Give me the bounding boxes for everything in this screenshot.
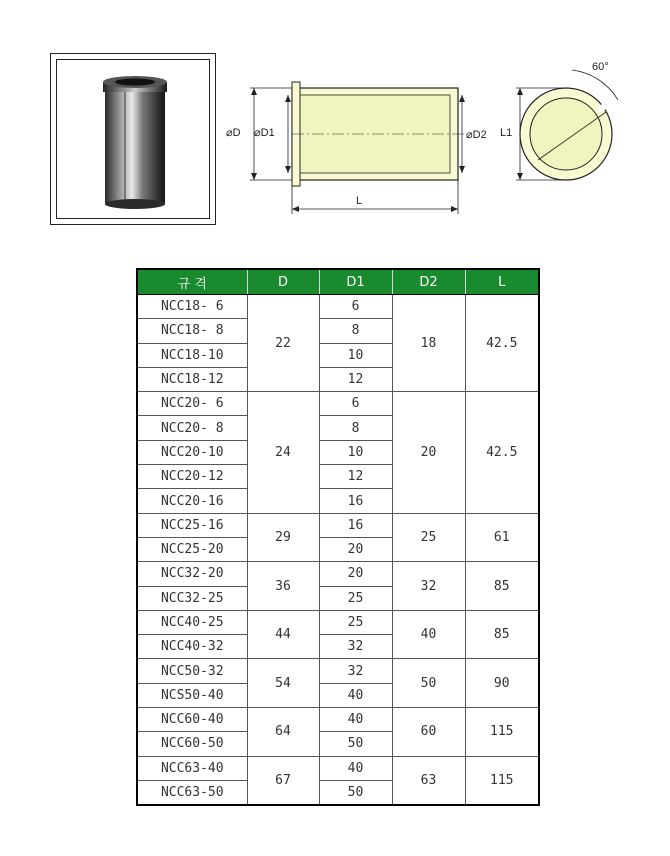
table-row <box>137 295 539 319</box>
d1-cell: 6 <box>319 295 392 319</box>
d2-label: ⌀D2 <box>466 129 487 141</box>
model-cell: NCC20-10 <box>137 440 247 464</box>
d1-cell: 16 <box>319 489 392 513</box>
d2-cell: 63 <box>392 756 465 805</box>
model-cell: NCC18-12 <box>137 367 247 391</box>
d1-cell: 32 <box>319 659 392 683</box>
header-d: D <box>247 269 319 295</box>
d2-cell: 50 <box>392 659 465 708</box>
model-cell: NCC18- 6 <box>137 295 247 319</box>
d1-cell: 50 <box>319 732 392 756</box>
l-cell: 42.5 <box>465 295 539 392</box>
d1-cell: 10 <box>319 440 392 464</box>
header-d1: D1 <box>319 269 392 295</box>
d2-cell: 20 <box>392 392 465 513</box>
d1-label: ⌀D1 <box>254 127 275 139</box>
model-cell: NCC40-25 <box>137 610 247 634</box>
d-cell: 67 <box>247 756 319 805</box>
l1-label: L1 <box>500 127 513 139</box>
d1-cell: 12 <box>319 367 392 391</box>
model-cell: NCC32-25 <box>137 586 247 610</box>
model-cell: NCC63-50 <box>137 780 247 805</box>
model-cell: NCC63-40 <box>137 756 247 780</box>
model-cell: NCS50-40 <box>137 683 247 707</box>
d-cell: 44 <box>247 610 319 659</box>
d1-cell: 40 <box>319 756 392 780</box>
technical-drawing <box>220 48 640 222</box>
table-row <box>137 392 539 416</box>
l-cell: 61 <box>465 513 539 562</box>
model-cell: NCC20-12 <box>137 465 247 489</box>
end-view-inner <box>530 98 602 170</box>
header-l: L <box>465 269 539 295</box>
model-cell: NCC18-10 <box>137 343 247 367</box>
model-cell: NCC20-16 <box>137 489 247 513</box>
d1-cell: 12 <box>319 465 392 489</box>
d2-cell: 60 <box>392 708 465 757</box>
model-cell: NCC25-16 <box>137 513 247 537</box>
l-cell: 115 <box>465 708 539 757</box>
d1-cell: 8 <box>319 319 392 343</box>
model-cell: NCC25-20 <box>137 537 247 561</box>
table-body <box>137 295 539 806</box>
model-cell: NCC18- 8 <box>137 319 247 343</box>
model-cell: NCC40-32 <box>137 635 247 659</box>
d1-cell: 20 <box>319 562 392 586</box>
header-spec: 규 격 <box>137 269 247 295</box>
collet-sleeve-image <box>57 60 211 220</box>
d-cell: 24 <box>247 392 319 513</box>
table-row <box>137 659 539 683</box>
l-cell: 42.5 <box>465 392 539 513</box>
table-row <box>137 756 539 780</box>
d-label: ⌀D <box>226 127 241 139</box>
d1-cell: 50 <box>319 780 392 805</box>
l-cell: 90 <box>465 659 539 708</box>
l-cell: 115 <box>465 756 539 805</box>
d1-cell: 10 <box>319 343 392 367</box>
d1-cell: 8 <box>319 416 392 440</box>
d1-cell: 25 <box>319 586 392 610</box>
d-cell: 29 <box>247 513 319 562</box>
model-cell: NCC50-32 <box>137 659 247 683</box>
d1-cell: 32 <box>319 635 392 659</box>
product-photo-frame <box>50 53 216 225</box>
d2-cell: 18 <box>392 295 465 392</box>
d2-cell: 32 <box>392 562 465 611</box>
spec-table <box>136 268 540 806</box>
d-cell: 36 <box>247 562 319 611</box>
product-photo <box>56 59 210 219</box>
model-cell: NCC60-40 <box>137 708 247 732</box>
l-cell: 85 <box>465 562 539 611</box>
d-cell: 22 <box>247 295 319 392</box>
d1-cell: 16 <box>319 513 392 537</box>
table-row <box>137 562 539 586</box>
model-cell: NCC20- 6 <box>137 392 247 416</box>
d-cell: 54 <box>247 659 319 708</box>
d-cell: 64 <box>247 708 319 757</box>
l-label: L <box>356 195 363 207</box>
angle-label: 60° <box>592 61 609 73</box>
table-row <box>137 610 539 634</box>
header-d2: D2 <box>392 269 465 295</box>
table-row <box>137 513 539 537</box>
table-row <box>137 708 539 732</box>
model-cell: NCC20- 8 <box>137 416 247 440</box>
table-header-row <box>137 269 539 295</box>
d1-cell: 6 <box>319 392 392 416</box>
d2-cell: 40 <box>392 610 465 659</box>
d1-cell: 20 <box>319 537 392 561</box>
d1-cell: 40 <box>319 683 392 707</box>
l-cell: 85 <box>465 610 539 659</box>
d2-cell: 25 <box>392 513 465 562</box>
model-cell: NCC60-50 <box>137 732 247 756</box>
d1-cell: 40 <box>319 708 392 732</box>
model-cell: NCC32-20 <box>137 562 247 586</box>
d1-cell: 25 <box>319 610 392 634</box>
